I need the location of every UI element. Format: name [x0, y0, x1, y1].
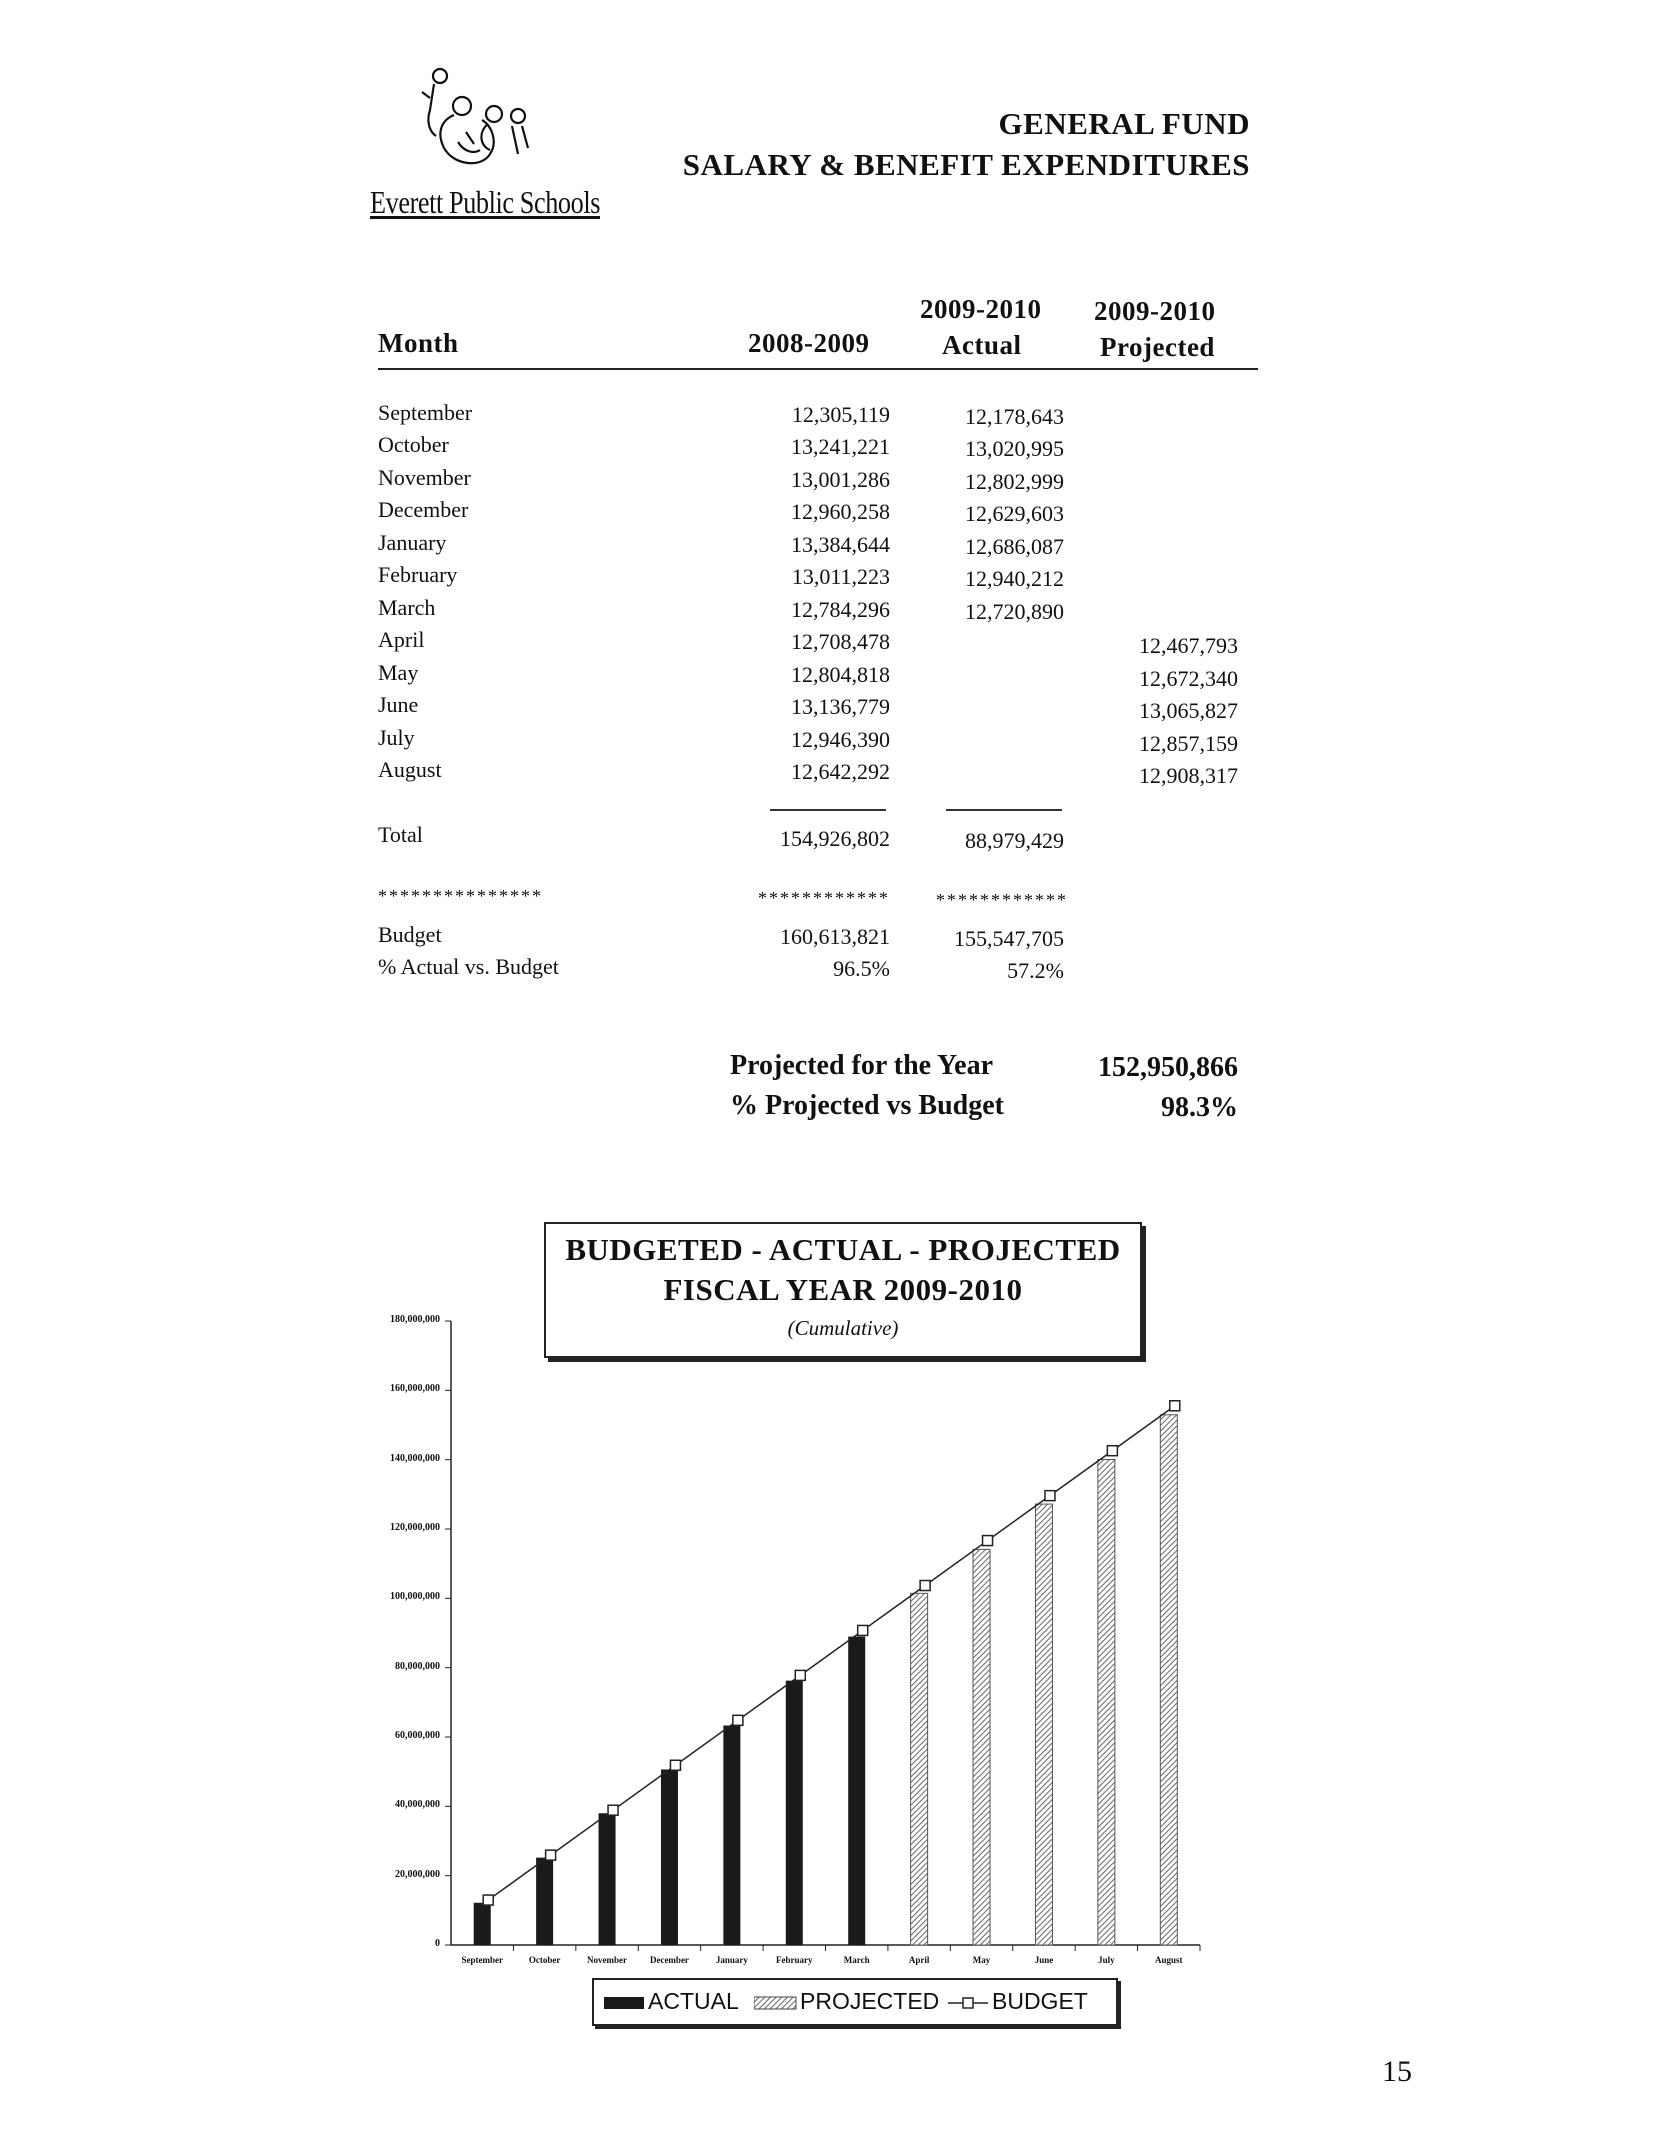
row-projected: 12,672,340: [1139, 666, 1238, 691]
chart-subtitle: FISCAL YEAR 2009-2010: [663, 1272, 1023, 1307]
x-tick-label: October: [528, 1955, 561, 1965]
x-tick-label: February: [776, 1955, 813, 1965]
row-month: May: [378, 660, 419, 685]
legend-budget-label: BUDGET: [992, 1988, 1088, 2014]
budget-point: [670, 1760, 680, 1770]
row-month: February: [378, 562, 458, 587]
y-tick-label: 180,000,000: [390, 1314, 440, 1325]
row-prior: 13,001,286: [791, 467, 890, 492]
y-tick-label: 80,000,000: [395, 1660, 440, 1672]
row-actual: 12,940,212: [965, 566, 1064, 591]
y-tick-label: 120,000,000: [390, 1522, 440, 1533]
page-title: GENERAL FUND: [998, 106, 1250, 141]
budget-point: [608, 1805, 618, 1815]
budget-point: [983, 1536, 993, 1546]
row-month: October: [378, 432, 449, 457]
legend-budget: [948, 1988, 1088, 2015]
x-tick-label: April: [908, 1955, 930, 1965]
row-actual: 12,178,643: [965, 404, 1064, 429]
projected-year-label: Projected for the Year: [730, 1050, 994, 1081]
legend-actual: [604, 1988, 739, 2015]
row-month: December: [378, 497, 469, 522]
row-month: June: [378, 692, 419, 717]
bar-projected: [973, 1549, 990, 1945]
row-actual: 12,629,603: [965, 501, 1064, 526]
budget-point: [920, 1581, 930, 1591]
x-tick-label: December: [649, 1955, 689, 1965]
col-header-prior: 2008-2009: [748, 328, 870, 358]
row-actual: 12,802,999: [965, 469, 1064, 494]
projected-pct-value: 98.3%: [1161, 1092, 1238, 1123]
row-projected: 12,467,793: [1139, 633, 1238, 658]
col-header-proj-year: 2009-2010: [1094, 296, 1216, 326]
pct-actual: 57.2%: [1007, 958, 1064, 983]
x-tick-label: June: [1034, 1955, 1054, 1965]
y-tick-label: 60,000,000: [395, 1730, 440, 1741]
row-prior: 12,305,119: [791, 402, 890, 427]
y-tick-label: 160,000,000: [390, 1383, 440, 1395]
row-actual: 13,020,995: [965, 436, 1064, 461]
stars-separator: ***************: [378, 886, 543, 906]
stars-separator-actual: ************: [936, 890, 1068, 910]
row-prior: 12,784,296: [791, 597, 890, 622]
row-month: March: [378, 595, 436, 620]
budget-prior: 160,613,821: [780, 924, 890, 949]
stars-separator-prior: ************: [758, 888, 890, 908]
org-name: Everett Public Schools: [370, 184, 601, 220]
row-month: November: [378, 465, 471, 490]
x-tick-label: May: [972, 1955, 991, 1965]
bar-projected: [1160, 1415, 1177, 1945]
row-month: April: [378, 627, 425, 652]
row-actual: 12,720,890: [965, 599, 1064, 624]
y-tick-label: 40,000,000: [395, 1799, 440, 1811]
bar-actual: [786, 1681, 803, 1945]
row-prior: 12,642,292: [791, 759, 890, 784]
pct-label: % Actual vs. Budget: [378, 954, 559, 979]
budget-point: [1045, 1491, 1055, 1501]
projected-year-value: 152,950,866: [1098, 1052, 1238, 1083]
total-prior: 154,926,802: [780, 826, 890, 851]
row-prior: 12,804,818: [791, 662, 890, 687]
budget-label: Budget: [378, 922, 442, 947]
legend-projected: [754, 1988, 939, 2015]
budget-point: [546, 1850, 556, 1860]
budget-point: [733, 1715, 743, 1725]
chart-legend: [592, 1978, 1118, 2026]
x-tick-label: July: [1098, 1955, 1115, 1965]
col-header-month: Month: [378, 328, 459, 358]
col-header-actual-year: 2009-2010: [920, 294, 1042, 324]
row-prior: 12,946,390: [791, 727, 890, 752]
row-month: September: [378, 400, 473, 425]
row-prior: 13,011,223: [791, 564, 890, 589]
legend-projected-swatch: [754, 1996, 798, 2010]
bar-actual: [848, 1637, 865, 1945]
budget-point: [858, 1625, 868, 1635]
projected-pct-label: % Projected vs Budget: [730, 1090, 1004, 1121]
row-prior: 12,960,258: [791, 499, 890, 524]
chart-title-box: [544, 1222, 1142, 1358]
row-projected: 12,908,317: [1139, 763, 1238, 788]
budget-line: [488, 1406, 1175, 1900]
pct-prior: 96.5%: [833, 956, 890, 981]
legend-actual-swatch: [604, 1997, 644, 2009]
legend-actual-label: ACTUAL: [648, 1988, 739, 2014]
legend-projected-label: PROJECTED: [800, 1988, 940, 2014]
row-projected: 13,065,827: [1139, 698, 1238, 723]
y-tick-label: 100,000,000: [390, 1591, 440, 1603]
x-tick-label: March: [843, 1955, 870, 1965]
bar-projected: [1035, 1504, 1052, 1945]
page-subtitle: SALARY & BENEFIT EXPENDITURES: [682, 147, 1250, 182]
bar-actual: [661, 1769, 678, 1945]
bar-actual: [599, 1813, 616, 1945]
bar-actual: [723, 1725, 740, 1945]
y-tick-label: 0: [435, 1938, 440, 1949]
row-projected: 12,857,159: [1139, 731, 1238, 756]
budget-point: [795, 1670, 805, 1680]
bar-actual: [536, 1858, 553, 1945]
total-actual: 88,979,429: [965, 828, 1064, 853]
row-prior: 13,384,644: [791, 532, 890, 557]
bar-projected: [911, 1593, 928, 1945]
y-tick-label: 20,000,000: [395, 1868, 440, 1880]
x-tick-label: September: [461, 1955, 503, 1965]
budget-point: [1170, 1401, 1180, 1411]
row-month: July: [378, 725, 415, 750]
bar-projected: [1098, 1460, 1115, 1945]
x-tick-label: August: [1155, 1955, 1183, 1965]
col-header-projected: Projected: [1100, 332, 1215, 362]
x-tick-label: January: [715, 1955, 748, 1965]
row-prior: 13,136,779: [791, 694, 890, 719]
page-number: 15: [1382, 2055, 1412, 2088]
total-label: Total: [378, 822, 423, 847]
legend-budget-swatch: [948, 1996, 988, 2010]
budget-actual: 155,547,705: [954, 926, 1064, 951]
row-month: January: [378, 530, 447, 555]
budget-point: [483, 1895, 493, 1905]
col-header-actual: Actual: [942, 330, 1022, 360]
row-prior: 12,708,478: [791, 629, 890, 654]
x-tick-label: November: [587, 1955, 628, 1965]
budget-point: [1107, 1446, 1117, 1456]
row-prior: 13,241,221: [791, 434, 890, 459]
row-month: August: [378, 757, 442, 782]
chart-note: (Cumulative): [787, 1316, 899, 1340]
chart-title: BUDGETED - ACTUAL - PROJECTED: [565, 1232, 1121, 1267]
y-tick-label: 140,000,000: [390, 1452, 440, 1464]
row-actual: 12,686,087: [965, 534, 1064, 559]
bar-actual: [474, 1903, 491, 1945]
